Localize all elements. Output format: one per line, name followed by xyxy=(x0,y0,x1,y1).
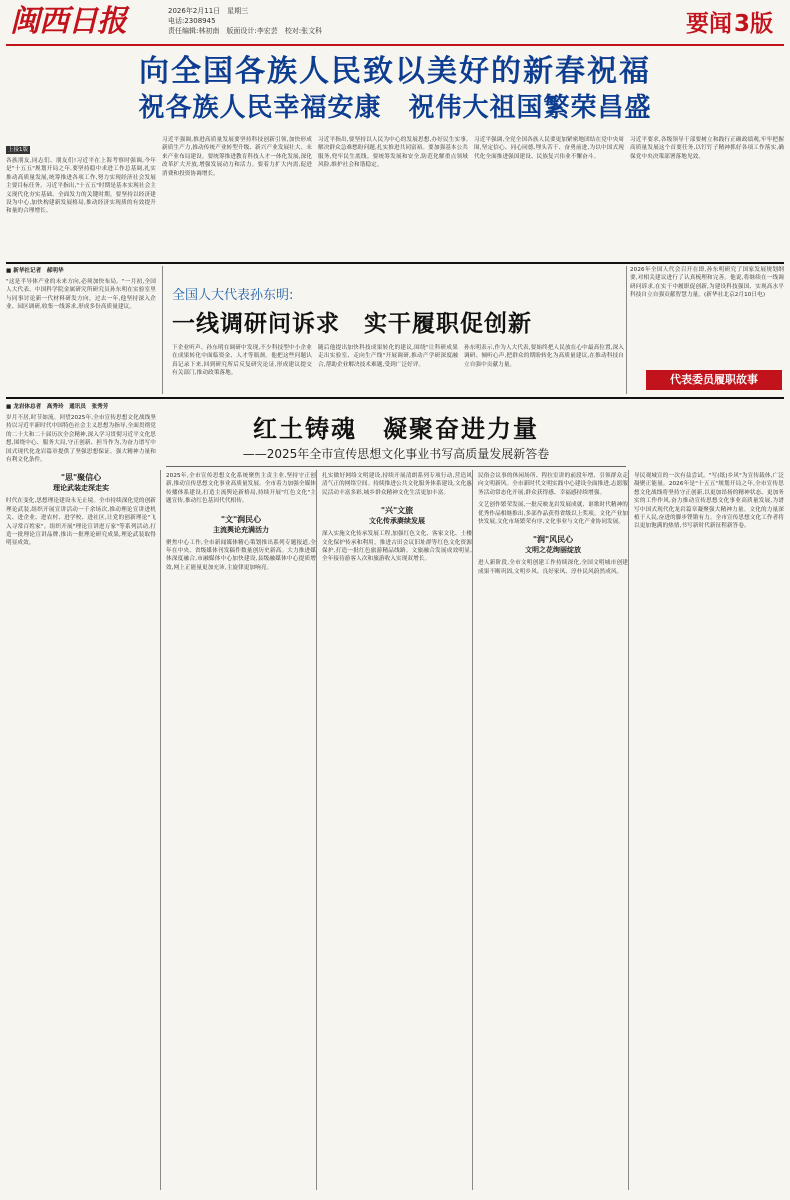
page-number: 3版 xyxy=(734,11,774,37)
mid-story-title: 一线调研问诉求 实干履职促创新 xyxy=(172,311,532,337)
sidebar-label: 代表委员履职故事 xyxy=(646,370,782,390)
main-col4b: 文艺创作繁荣发展,一批反映龙岩发展成就、讴歌时代精神的优秀作品相继推出,多部作品获得省级以上奖项。文化产业加快发展,文化市场繁荣有序,文化事业与文化产业协同发展。 xyxy=(478,502,628,526)
newspaper-logo: 闽西日报 xyxy=(10,4,126,39)
top-story-col1: 各族朋友,同志们、朋友们!习近平在上海考察时强调,今年是"十五五"规划开局之年,要坚持稳中求进工作总基调,扎实推动高质量发展,统筹推进各项工作,努力实现经济社会发展主要目标任务。习近平指出,"十五五"时期是基本实现社会主义现代化夯实基础、全面发力的关键时期。要坚持以经济建设为中心,加快构建新发展格局,推动经济实现质的有效提升和量的合理增长。 xyxy=(6,158,156,215)
main-col4a: 民俗会议事的休闲场所、程拉室讲的前段年增、引领群众走向文明新风。全市新时代文明实践中心建设全面推进,志愿服务活动常态化开展,群众获得感、幸福感持续增强。 xyxy=(478,473,628,496)
main-col5: 导民观城宣的一次有益尝试。"写(纸)乡风"为宣传载体,广泛凝聚正能量。2026年是"十五五"规划开局之年,全市宣传思想文化战线将坚持守正创新,以更加昂扬的精神状态、更加务实的工作作风,奋力推动宣传思想文化事业高质量发展,为谱写中国式现代化龙岩篇章凝聚强大精神力量。文化的力量深植于人民,奋进的脚步铿锵有力。全市宣传思想文化工作者将以更加饱满的热情,书写新时代新征程新答卷。 xyxy=(634,473,784,530)
top-story-col5: 习近平要求,各级领导干部要树立和践行正确政绩观,牢牢把握高质量发展这个首要任务,以钉钉子精神抓好各项工作落实,确保党中央决策部署落地见效。 xyxy=(630,137,784,160)
headline xyxy=(0,54,790,128)
main-story xyxy=(6,402,784,1194)
section-heading-3: "兴"文旅 xyxy=(380,506,414,516)
main-story-subtitle: ——2025年全市宣传思想文化事业书写高质量发展新答卷 xyxy=(242,447,550,461)
mid-story-col5: 2026年全国人代会召开在即,孙东明研究了国家发展规划纲要,对相关建议进行了认真梳理和完善。他说,将继续在一线调研问诉求,在实干中履职促创新,为建设科技强国、实现高水平科技自立自强贡献智慧力量。(新华社北京2月10日电) xyxy=(630,267,784,299)
top-story-col3: 习近平指出,要坚持以人民为中心的发展思想,办好民生实事,解决群众急难愁盼问题,扎实推进共同富裕。要加强基本公共服务,兜牢民生底线。要统筹发展和安全,防范化解重点领域风险,维护社会和谐稳定。 xyxy=(318,137,468,169)
mid-story xyxy=(6,266,784,396)
main-col4c: 进人新阶段,全市文明创建工作持续深化,全国文明城市创建成果不断巩固,文明乡风、良好家风、淳朴民风蔚然成风。 xyxy=(478,560,628,575)
main-col3a: 扎实做好网络文明建设,持续开展清朗系列专项行动,营造风清气正的网络空间。持续推进公共文化服务体系建设,文化惠民活动丰富多彩,城乡群众精神文化生活更加丰富。 xyxy=(322,473,472,496)
headline-line2: 祝各族人民幸福安康 祝伟大祖国繁荣昌盛 xyxy=(138,93,652,123)
section-heading-1: "思"聚信心 xyxy=(60,473,102,483)
title-underline xyxy=(166,466,626,467)
section-subheading-3: 文化传承赓续发展 xyxy=(369,517,425,526)
section-subheading-4: 文明之花绚丽绽放 xyxy=(525,546,581,555)
main-story-title: 红土铸魂 凝聚奋进力量 xyxy=(253,415,539,443)
continued-tag: 上接1版 xyxy=(8,147,28,153)
mid-story-col2: 下企业听声、孙东明在调研中发现,不少科技型中小企业在成果转化中面临资金、人才等瓶颈。他把这些问题认真记录下来,回到研究所后反复研究论证,形成建议提交有关部门,推动政策落地。 xyxy=(172,345,312,377)
main-col3b: 深入实施文化传承发展工程,加强红色文化、客家文化、土楼文化保护传承和利用。推进古田会议旧址群等红色文化资源保护,打造一批红色旅游精品线路。文旅融合发展成效明显,全年接待游客人次和旅游收入实现双增长。 xyxy=(322,531,472,563)
mid-story-col4: 孙东明表示,作为人大代表,要始终把人民放在心中最高位置,深入调研、倾听心声,把群众的期盼转化为高质量建议,在推动科技自立自强中贡献力量。 xyxy=(464,345,624,368)
masthead-rule xyxy=(6,44,784,46)
section-heading-2: "文"润民心 xyxy=(220,514,262,524)
main-col2b: 聚焦中心工作,全市新闻媒体精心策划推出系列专题报道,全年在中央、省级媒体刊发稿件数量创历史新高。大力推进媒体深度融合,市融媒体中心加快建设,县级融媒体中心提质增效,网上正能量更加充沛,主旋律更加响亮。 xyxy=(166,539,316,571)
main-col1b: 时代在变化,思想理论建设永无止境。全市持续深化党的创新理论武装,组织开展宣讲活动一千余场次,推动理论宣讲进机关、进企业、进农村、进学校、进社区,让党的创新理论"飞入寻常百姓家"。组织开展"理论宣讲进万家"等系列活动,打造一批理论宣讲品牌,推出一批理论研究成果,理论武装取得明显成效。 xyxy=(6,498,156,547)
main-intro: 岁月不居,时节如流。回望2025年,全市宣传思想文化战线坚持以习近平新时代中国特色社会主义思想为指导,全面贯彻党的二十大和二十届历次全会精神,深入学习贯彻习近平文化思想,围绕中心、服务大局,守正创新、担当作为,为奋力谱写中国式现代化龙岩篇章提供了坚强思想保证、强大精神力量和有利文化条件。 xyxy=(6,415,156,464)
top-story xyxy=(6,136,784,260)
masthead-editors: 责任编辑:林初南 版面设计:李宏芸 校对:张文科 xyxy=(168,27,323,35)
section-heading-4: "润"风民心 xyxy=(532,535,574,545)
top-story-col2: 习近平强调,推进高质量发展要坚持科技创新引领,加快形成新质生产力,推动传统产业转型升级、新兴产业发展壮大、未来产业布局建设。要统筹推进教育科技人才一体化发展,深化改革扩大开放,增强发展动力和活力。要着力扩大内需,促进消费和投资协调增长。 xyxy=(162,137,312,177)
mid-story-col1: "这是半导体产业的未来方向,必须加快布局。"一月初,全国人大代表、中国科学院金属研究所研究员孙东明在实验室里与同事讨论新一代材料研发方向。过去一年,他坚持深入企业、园区调研,收集一线诉求,形成多份高质量建议。 xyxy=(6,279,156,311)
main-col2a: 2025年,全市宣传思想文化系统聚焦主责主业,坚持守正创新,推动宣传思想文化事业高质量发展。全市着力加强全媒体传播体系建设,打造主流舆论新格局,持续开展"红色文化"主题宣传,推动红色基因代代相传。 xyxy=(166,473,316,505)
masthead xyxy=(0,0,790,46)
mid-story-subtitle: 全国人大代表孙东明: xyxy=(172,288,294,303)
top-story-col4: 习近平强调,全党全国各族人民要更加紧密地团结在党中央周围,坚定信心、同心同德,埋头苦干、奋勇前进,为以中国式现代化全面推进强国建设、民族复兴伟业不懈奋斗。 xyxy=(474,137,624,160)
top-story-rule xyxy=(6,262,784,264)
headline-line1: 向全国各族人民致以美好的新春祝福 xyxy=(139,54,651,89)
main-story-byline: ■ 龙岩体总者 高秀玲 通讯员 张秀芳 xyxy=(6,404,109,410)
masthead-date: 2026年2月11日 星期三 xyxy=(168,7,249,15)
section-name: 要闻 xyxy=(686,11,732,37)
masthead-phone: 电话:2308945 xyxy=(168,17,216,25)
mid-story-col3: 随后他提出加快科技成果转化的建议,围绕"让科研成果走出实验室、走向生产线"开展调研,推动产学研深度融合,帮助企业解决技术难题,受到广泛好评。 xyxy=(318,345,458,368)
section-subheading-2: 主流舆论充满活力 xyxy=(213,525,269,534)
mid-story-rule xyxy=(6,397,784,399)
mid-story-byline: ■ 新华社记者 郝明华 xyxy=(6,268,64,274)
section-subheading-1: 理论武装走深走实 xyxy=(53,484,109,493)
